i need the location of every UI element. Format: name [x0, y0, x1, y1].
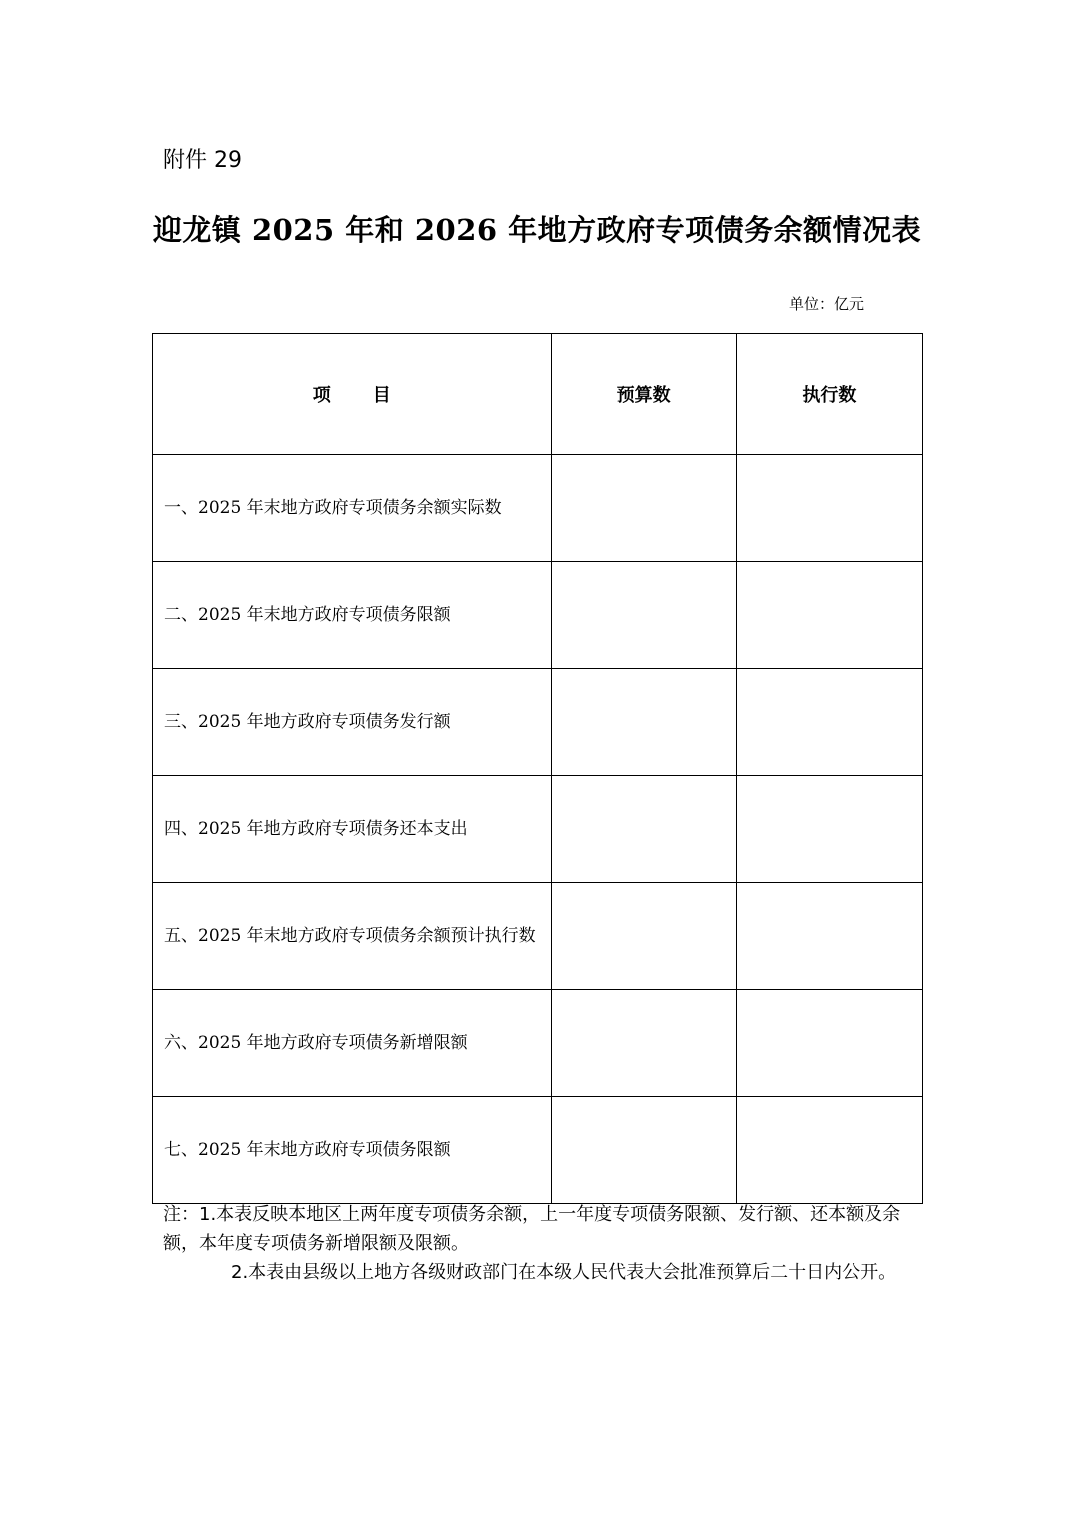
table-row	[153, 1097, 923, 1204]
row-item: 四、2025 年地方政府专项债务还本支出	[153, 776, 552, 883]
row-budget	[551, 883, 736, 990]
table-row	[153, 455, 923, 562]
row-item: 三、2025 年地方政府专项债务发行额	[153, 669, 552, 776]
row-execution	[736, 990, 922, 1097]
header-budget: 预算数	[551, 334, 736, 455]
table-header-row	[153, 334, 923, 455]
row-budget	[551, 455, 736, 562]
row-execution	[736, 455, 922, 562]
header-item-part2: 目	[372, 385, 391, 406]
row-budget	[551, 990, 736, 1097]
table-row	[153, 562, 923, 669]
debt-balance-table	[152, 333, 923, 1204]
row-execution	[736, 669, 922, 776]
row-budget	[551, 1097, 736, 1204]
row-execution	[736, 562, 922, 669]
header-item-part1: 项	[312, 385, 331, 406]
header-item	[153, 334, 552, 455]
note-1: 注：1.本表反映本地区上两年度专项债务余额，上一年度专项债务限额、发行额、还本额及余额，本年度专项债务新增限额及限额。	[163, 1204, 901, 1254]
row-item: 六、2025 年地方政府专项债务新增限额	[153, 990, 552, 1097]
note-2: 2.本表由县级以上地方各级财政部门在本级人民代表大会批准预算后二十日内公开。	[231, 1262, 897, 1283]
row-item: 五、2025 年末地方政府专项债务余额预计执行数	[153, 883, 552, 990]
row-execution	[736, 883, 922, 990]
row-item: 七、2025 年末地方政府专项债务限额	[153, 1097, 552, 1204]
row-budget	[551, 776, 736, 883]
table-row	[153, 776, 923, 883]
row-item: 一、2025 年末地方政府专项债务余额实际数	[153, 455, 552, 562]
row-item: 二、2025 年末地方政府专项债务限额	[153, 562, 552, 669]
row-execution	[736, 1097, 922, 1204]
header-execution: 执行数	[736, 334, 922, 455]
table-row	[153, 883, 923, 990]
row-budget	[551, 562, 736, 669]
table-notes	[163, 1200, 918, 1287]
row-budget	[551, 669, 736, 776]
document-title: 迎龙镇 2025 年和 2026 年地方政府专项债务余额情况表	[152, 213, 922, 247]
unit-label: 单位：亿元	[789, 295, 865, 313]
table-row	[153, 669, 923, 776]
table-row	[153, 990, 923, 1097]
row-execution	[736, 776, 922, 883]
attachment-label: 附件 29	[163, 148, 242, 173]
